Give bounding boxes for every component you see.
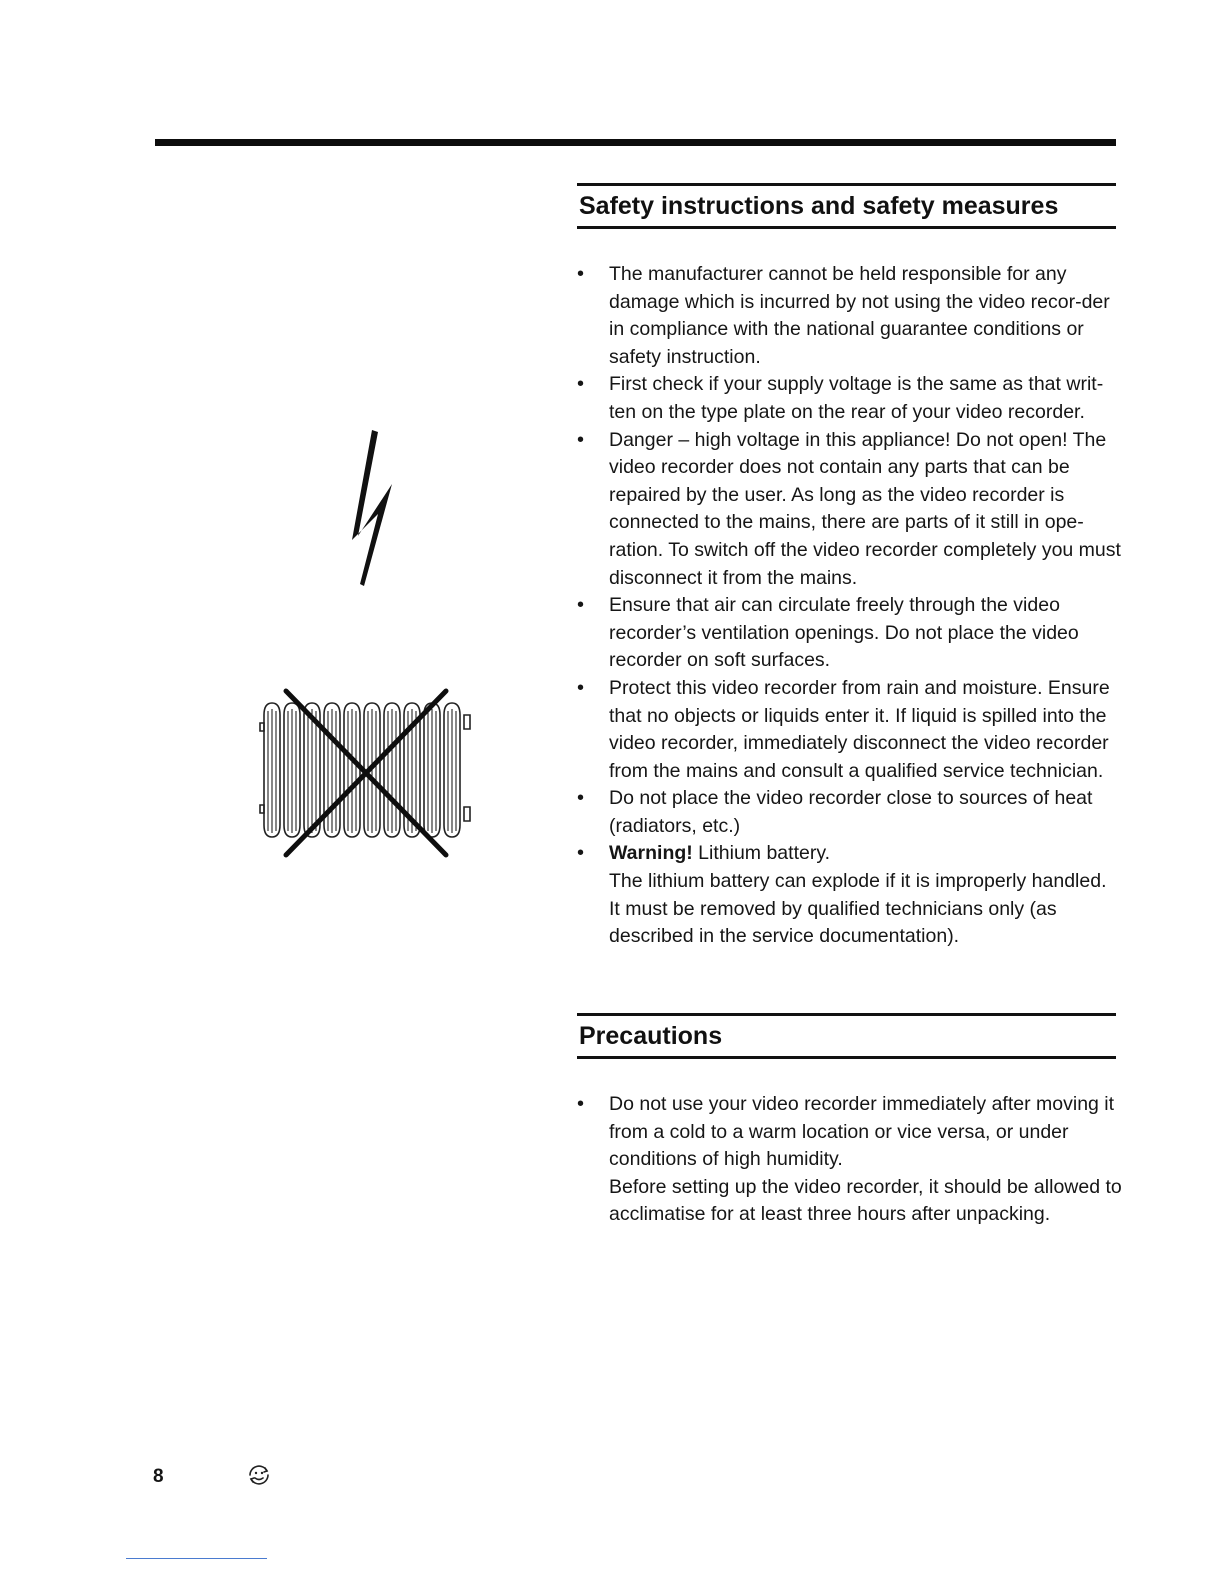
warning-lead: Lithium battery. [692, 842, 831, 865]
page-number: 8 [153, 1466, 164, 1487]
safety-list [577, 261, 1122, 951]
lightning-icon [340, 428, 400, 588]
warning-item [577, 840, 1122, 950]
safety-item [577, 675, 1122, 785]
precautions-list [577, 1091, 1122, 1229]
safety-item [577, 785, 1122, 840]
safety-item-text: • Ensure that air can circulate freely through the video recorder’s ventilation openings. Do not place the video recorder on soft surfaces. [609, 594, 1079, 672]
scan-artifact-line [126, 1558, 267, 1559]
safety-rule-bottom [577, 226, 1116, 229]
precautions-heading: Precautions [579, 1022, 723, 1050]
warning-label: Warning! [609, 842, 693, 865]
recycling-face-icon [244, 1460, 274, 1490]
precaution-item [577, 1091, 1122, 1229]
warning-detail: The lithium battery can explode if it is improperly handled. It must be removed by qualified technicians only (as described in the service documentation). [609, 870, 1107, 948]
safety-heading: Safety instructions and safety measures [579, 192, 1059, 220]
safety-item-text: • The manufacturer cannot be held responsible for any damage which is incurred by not using the video recor-der in compliance with the national guarantee conditions or safety instruction. [609, 263, 1110, 368]
crossed-radiator-icon [250, 685, 480, 860]
warning-line [609, 840, 1122, 868]
precaution-item-text: • Do not use your video recorder immediately after moving it from a cold to a warm location or vice versa, or under conditions of high humidity. [609, 1093, 1115, 1171]
safety-section [577, 183, 1116, 229]
safety-item-text: • Danger – high voltage in this appliance! Do not open! The video recorder does not contain any parts that can be repaired by the user. As long as the video recorder is connected to the mains, there are parts of it still in ope-ration. To switch off the video recorder completely you must disconnect it from the mains. [609, 428, 1121, 589]
precautions-rule-bottom [577, 1056, 1116, 1059]
safety-item-text: • First check if your supply voltage is the same as that writ-ten on the type plate on the rear of your video recorder. [609, 373, 1104, 423]
safety-item-text: • Do not place the video recorder close to sources of heat (radiators, etc.) [609, 787, 1093, 837]
safety-item-text: • Protect this video recorder from rain and moisture. Ensure that no objects or liquids enter it. If liquid is spilled into the video recorder, immediately disconnect the video recorder from the mains and consult a qualified service technician. [609, 676, 1110, 782]
safety-item [577, 592, 1122, 675]
precaution-item-text: Before setting up the video recorder, it should be allowed to acclimatise for at least three hours after unpacking. [609, 1175, 1122, 1226]
precautions-section [577, 1013, 1116, 1059]
safety-item [577, 371, 1122, 426]
top-rule [155, 139, 1116, 146]
safety-item [577, 427, 1122, 593]
safety-item [577, 261, 1122, 371]
